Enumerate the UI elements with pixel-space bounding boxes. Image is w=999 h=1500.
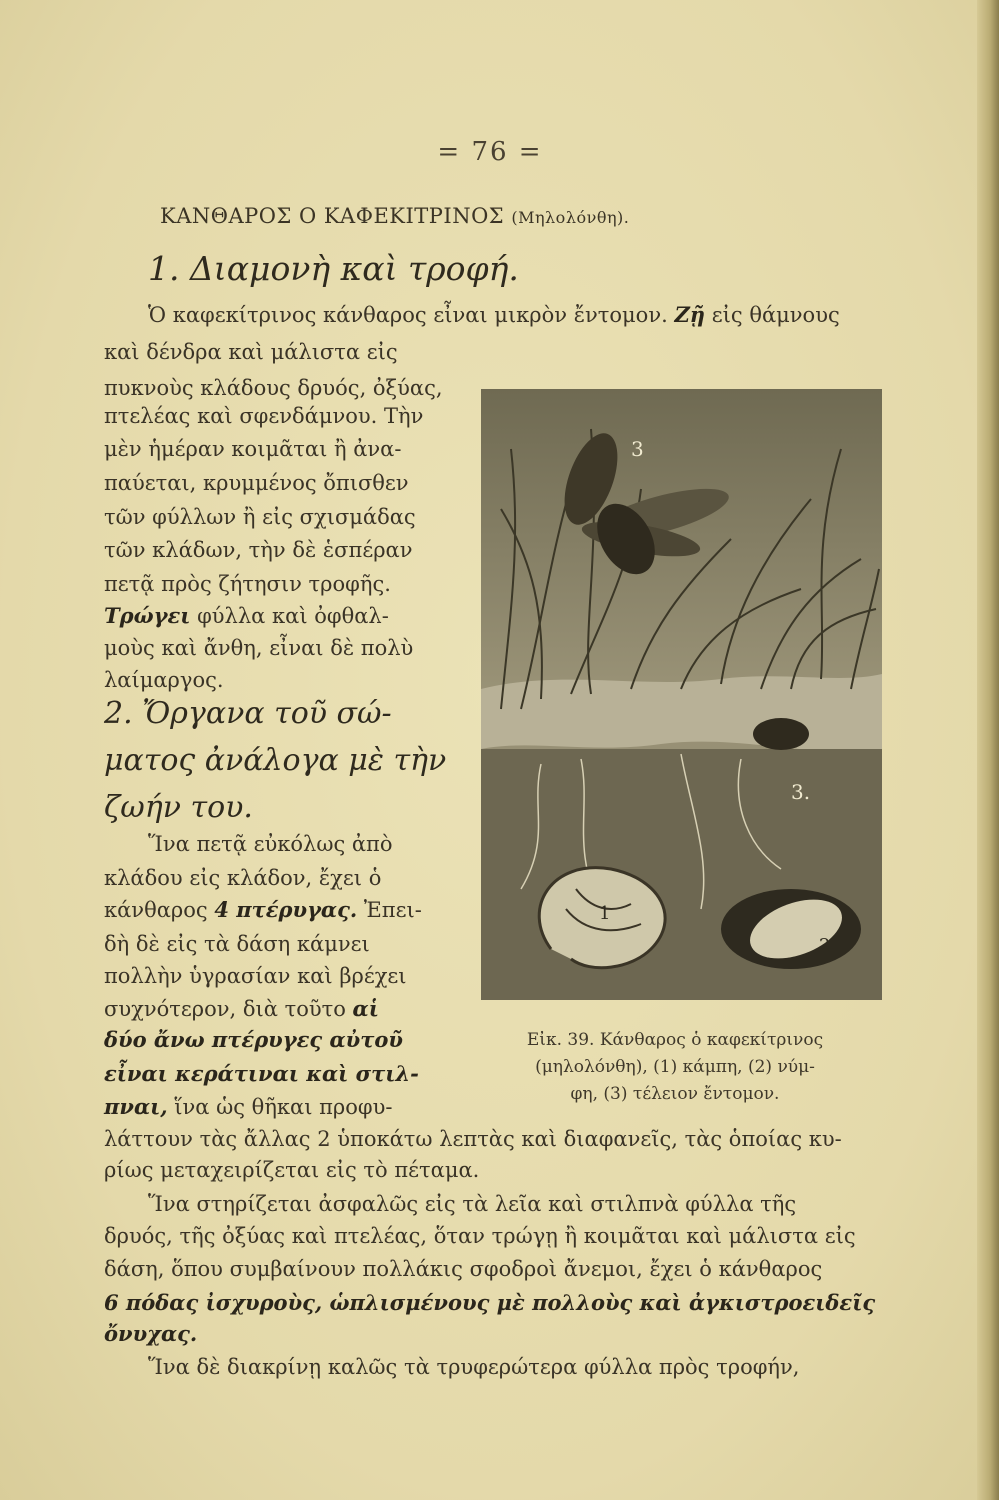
text-line-bold: ὄνυχας. (104, 1321, 198, 1346)
text-line: κλάδου εἰς κλάδον, ἔχει ὁ (104, 866, 382, 890)
text-line: τῶν κλάδων, τὴν δὲ ἑσπέραν (104, 538, 413, 562)
text-line: Ἵνα πετᾷ εὐκόλως ἀπὸ (148, 832, 393, 856)
text-segment: συχνότερον, διὰ τοῦτο (104, 997, 346, 1021)
caption-line: Εἰκ. 39. Κάνθαρος ὁ καφεκίτρινος (526, 1030, 824, 1050)
text-line-bold: 6 πόδας ἰσχυροὺς, ὡπλισμένους μὲ πολλοὺς καὶ ἀγκιστροειδεῖς (104, 1290, 876, 1315)
text-line: δάση, ὅπου συμβαίνουν πολλάκις σφοδροὶ ἄνεμοι, ἔχει ὁ κάνθαρος (104, 1257, 823, 1281)
chapter-title-text: ΚΑΝΘΑΡΟΣ Ο ΚΑΦΕΚΙΤΡΙΝΟΣ (160, 204, 505, 228)
text-line: πυκνοὺς κλάδους δρυός, ὀξύας, (104, 376, 443, 400)
chapter-title (160, 204, 840, 228)
bold-text: Ζῇ (674, 302, 706, 327)
caption-line: φη, (3) τέλειον ἔντομον. (570, 1084, 780, 1104)
text-line (104, 603, 389, 628)
bold-text: αἱ (352, 996, 379, 1021)
heading-line: ματος ἀνάλογα μὲ τὴν (104, 743, 447, 778)
section-heading-2 (104, 690, 464, 831)
figure-label-3-ground: 3. (791, 780, 811, 804)
text-line (104, 897, 422, 922)
text-line: πολλὴν ὑγρασίαν καὶ βρέχει (104, 964, 407, 988)
text-line-bold: δύο ἄνω πτέρυγες αὐτοῦ (104, 1027, 403, 1052)
text-line-bold: εἶναι κεράτιναι καὶ στιλ- (104, 1061, 419, 1086)
text-line: πετᾷ πρὸς ζήτησιν τροφῆς. (104, 572, 391, 596)
illustration-drawing (481, 389, 882, 1000)
figure-caption (470, 1027, 880, 1108)
heading-line: ζωήν του. (104, 790, 253, 825)
bold-text: Τρώγει (104, 603, 191, 628)
text-line: λάττουν τὰς ἄλλας 2 ὑποκάτω λεπτὰς καὶ διαφανεῖς, τὰς ὁποίας κυ- (104, 1127, 842, 1151)
text-line: ρίως μεταχειρίζεται εἰς τὸ πέταμα. (104, 1158, 480, 1182)
text-line: δὴ δὲ εἰς τὰ δάση κάμνει (104, 932, 370, 956)
page-number: = 76 = (437, 137, 543, 167)
text-line: δρυός, τῆς ὀξύας καὶ πτελέας, ὅταν τρώγῃ ἢ κοιμᾶται καὶ μάλιστα εἰς (104, 1224, 856, 1248)
figure-label-3-top: 3 (631, 437, 644, 461)
text-segment: κάνθαρος (104, 898, 208, 922)
caption-line: (μηλολόνθη), (1) κάμπη, (2) νύμ- (535, 1057, 815, 1077)
text-line (104, 996, 379, 1021)
text-line: λαίμαργος. (104, 668, 224, 692)
text-line: μὲν ἡμέραν κοιμᾶται ἢ ἀνα- (104, 437, 402, 461)
text-segment: εἰς θάμνους (711, 303, 840, 327)
text-segment: Ὁ καφεκίτρινος κάνθαρος εἶναι μικρὸν ἔντομον. (148, 303, 668, 327)
text-line (148, 302, 900, 327)
text-segment: Ἐπει- (363, 898, 422, 922)
chapter-subtitle: (Μηλολόνθη). (511, 208, 630, 227)
text-line: μοὺς καὶ ἄνθη, εἶναι δὲ πολὺ (104, 636, 414, 660)
bold-text: πναι, (104, 1094, 168, 1119)
text-segment: ἵνα ὡς θῆκαι προφυ- (174, 1095, 393, 1119)
text-line (104, 1094, 392, 1119)
figure-label-1: 1 (599, 903, 611, 924)
text-line: πτελέας καὶ σφενδάμνου. Τὴν (104, 404, 424, 428)
book-spine-edge (977, 0, 999, 1500)
text-line: Ἵνα δὲ διακρίνῃ καλῶς τὰ τρυφερώτερα φύλλα πρὸς τροφήν, (148, 1355, 800, 1379)
text-line: καὶ δένδρα καὶ μάλιστα εἰς (104, 340, 398, 364)
beetle-illustration (481, 389, 882, 1000)
text-line: τῶν φύλλων ἢ εἰς σχισμάδας (104, 505, 416, 529)
text-segment: φύλλα καὶ ὀφθαλ- (197, 604, 389, 628)
section-heading-1: 1. Διαμονὴ καὶ τροφή. (148, 249, 519, 288)
adult-beetle-walking (753, 718, 809, 750)
figure-label-2: 2 (819, 935, 831, 956)
bold-text: 4 πτέρυγας. (214, 897, 358, 922)
heading-line: 2. Ὄργανα τοῦ σώ- (104, 696, 392, 731)
text-line: παύεται, κρυμμένος ὄπισθεν (104, 471, 409, 495)
text-line: Ἵνα στηρίζεται ἀσφαλῶς εἰς τὰ λεῖα καὶ στιλπνὰ φύλλα τῆς (148, 1192, 797, 1216)
